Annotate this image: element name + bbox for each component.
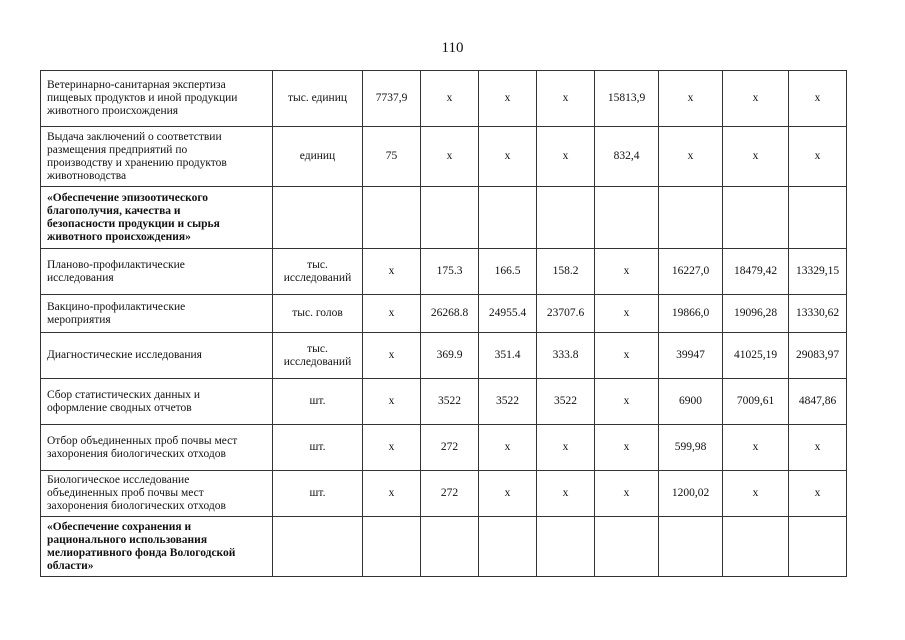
unit-line: исследований	[283, 271, 352, 284]
table-row	[41, 71, 847, 127]
row-name-line: Диагностические исследования	[47, 349, 202, 361]
value-cell: х	[723, 471, 789, 517]
section-row	[41, 517, 847, 577]
value-cell: 18479,42	[723, 249, 789, 295]
row-name-line: животного происхождения	[47, 105, 179, 117]
value-cell: 13329,15	[789, 249, 847, 295]
row-name-line: Отбор объединенных проб почвы мест	[47, 434, 238, 447]
value-cell: х	[789, 127, 847, 187]
value-cell	[479, 187, 537, 249]
value-cell: х	[595, 295, 659, 333]
value-cell: 832,4	[595, 127, 659, 187]
value-cell: х	[421, 71, 479, 127]
value-cell: х	[479, 127, 537, 187]
unit-line: тыс.	[307, 342, 328, 355]
value-cell	[363, 517, 421, 577]
row-name-line: размещения предприятий по	[47, 143, 188, 156]
value-cell: 6900	[659, 379, 723, 425]
section-row	[41, 187, 847, 249]
row-name-cell	[41, 295, 273, 333]
value-cell: 23707.6	[537, 295, 595, 333]
value-cell: 3522	[479, 379, 537, 425]
value-cell: х	[537, 471, 595, 517]
value-cell: 158.2	[537, 249, 595, 295]
value-cell: 175.3	[421, 249, 479, 295]
value-cell	[723, 187, 789, 249]
value-cell: х	[723, 425, 789, 471]
value-cell: 4847,86	[789, 379, 847, 425]
row-name-line: «Обеспечение эпизоотического	[47, 191, 209, 204]
unit-line: тыс.	[307, 258, 328, 271]
unit-line: единиц	[299, 150, 336, 162]
value-cell: х	[479, 471, 537, 517]
row-name-line: захоронения биологических отходов	[47, 500, 226, 512]
row-name-cell	[41, 71, 273, 127]
unit-cell	[273, 249, 363, 295]
row-name-line: Биологическое исследование	[47, 474, 190, 486]
value-cell: х	[363, 425, 421, 471]
table-row	[41, 127, 847, 187]
unit-cell	[273, 187, 363, 249]
row-name-line: рационального использования	[47, 533, 208, 546]
value-cell: 166.5	[479, 249, 537, 295]
value-cell: 7737,9	[363, 71, 421, 127]
value-cell: 41025,19	[723, 333, 789, 379]
value-cell: х	[363, 249, 421, 295]
value-cell: 351.4	[479, 333, 537, 379]
table-row	[41, 471, 847, 517]
value-cell: 19866,0	[659, 295, 723, 333]
value-cell: 7009,61	[723, 379, 789, 425]
value-cell: 1200,02	[659, 471, 723, 517]
table-row	[41, 249, 847, 295]
value-cell: 16227,0	[659, 249, 723, 295]
value-cell: х	[479, 425, 537, 471]
value-cell: х	[723, 71, 789, 127]
value-cell: 15813,9	[595, 71, 659, 127]
row-name-line: Вакцино-профилактические	[47, 300, 186, 313]
unit-cell	[273, 127, 363, 187]
row-name-line: благополучия, качества и	[47, 204, 181, 217]
unit-cell	[273, 295, 363, 333]
row-name-line: Ветеринарно-санитарная экспертиза	[47, 79, 226, 91]
unit-line: шт.	[309, 395, 326, 407]
value-cell: х	[595, 249, 659, 295]
value-cell: 3522	[537, 379, 595, 425]
unit-cell	[273, 471, 363, 517]
value-cell: х	[595, 425, 659, 471]
value-cell: 333.8	[537, 333, 595, 379]
value-cell: х	[723, 127, 789, 187]
table-row	[41, 295, 847, 333]
value-cell: х	[363, 471, 421, 517]
value-cell	[659, 517, 723, 577]
row-name-line: пищевых продуктов и иной продукции	[47, 92, 238, 104]
value-cell: 3522	[421, 379, 479, 425]
row-name-line: безопасности продукции и сырья	[47, 217, 220, 230]
row-name-cell	[41, 127, 273, 187]
value-cell: 75	[363, 127, 421, 187]
section-title-cell	[41, 187, 273, 249]
value-cell: 26268.8	[421, 295, 479, 333]
page-number: 110	[441, 40, 464, 56]
row-name-line: производству и хранению продуктов	[47, 156, 227, 169]
value-cell: х	[537, 127, 595, 187]
row-name-line: животноводства	[47, 169, 127, 182]
unit-line: тыс. единиц	[287, 92, 348, 104]
value-cell: х	[537, 71, 595, 127]
unit-line: тыс. голов	[292, 307, 343, 319]
row-name-line: Планово-профилактические	[47, 258, 185, 271]
table-row	[41, 379, 847, 425]
unit-cell	[273, 379, 363, 425]
row-name-line: Выдача заключений о соответствии	[47, 130, 222, 143]
value-cell	[421, 187, 479, 249]
value-cell: х	[789, 71, 847, 127]
value-cell: х	[537, 425, 595, 471]
value-cell	[595, 517, 659, 577]
value-cell: х	[595, 333, 659, 379]
value-cell: х	[789, 471, 847, 517]
value-cell: 13330,62	[789, 295, 847, 333]
value-cell: 599,98	[659, 425, 723, 471]
value-cell	[363, 187, 421, 249]
value-cell	[537, 187, 595, 249]
value-cell: х	[595, 379, 659, 425]
value-cell: 24955.4	[479, 295, 537, 333]
row-name-line: области»	[47, 559, 94, 572]
value-cell: х	[595, 471, 659, 517]
unit-line: исследований	[283, 355, 352, 368]
value-cell: 39947	[659, 333, 723, 379]
row-name-line: Сбор статистических данных и	[47, 388, 200, 401]
value-cell: х	[363, 379, 421, 425]
row-name-cell	[41, 379, 273, 425]
value-cell: 272	[421, 425, 479, 471]
row-name-cell	[41, 471, 273, 517]
unit-line: шт.	[309, 441, 326, 453]
table-row	[41, 425, 847, 471]
value-cell	[789, 187, 847, 249]
value-cell	[659, 187, 723, 249]
row-name-line: мелиоративного фонда Вологодской	[47, 546, 236, 559]
value-cell: х	[363, 295, 421, 333]
row-name-line: мероприятия	[47, 313, 111, 326]
value-cell	[479, 517, 537, 577]
value-cell	[421, 517, 479, 577]
row-name-line: объединенных проб почвы мест	[47, 487, 204, 499]
row-name-line: оформление сводных отчетов	[47, 401, 192, 414]
value-cell: х	[421, 127, 479, 187]
value-cell	[723, 517, 789, 577]
value-cell: 29083,97	[789, 333, 847, 379]
unit-cell	[273, 425, 363, 471]
data-table	[40, 70, 847, 577]
value-cell: х	[789, 425, 847, 471]
value-cell: 369.9	[421, 333, 479, 379]
unit-cell	[273, 517, 363, 577]
value-cell: х	[479, 71, 537, 127]
row-name-cell	[41, 249, 273, 295]
value-cell: 272	[421, 471, 479, 517]
value-cell: х	[659, 127, 723, 187]
row-name-cell	[41, 333, 273, 379]
row-name-cell	[41, 425, 273, 471]
section-title-cell	[41, 517, 273, 577]
row-name-line: захоронения биологических отходов	[47, 447, 226, 460]
value-cell	[537, 517, 595, 577]
value-cell	[595, 187, 659, 249]
row-name-line: животного происхождения»	[47, 230, 191, 243]
unit-cell	[273, 71, 363, 127]
value-cell: х	[659, 71, 723, 127]
value-cell	[789, 517, 847, 577]
table-row	[41, 333, 847, 379]
unit-cell	[273, 333, 363, 379]
value-cell: х	[363, 333, 421, 379]
value-cell: 19096,28	[723, 295, 789, 333]
unit-line: шт.	[309, 487, 326, 499]
row-name-line: «Обеспечение сохранения и	[47, 520, 192, 533]
row-name-line: исследования	[47, 271, 114, 284]
